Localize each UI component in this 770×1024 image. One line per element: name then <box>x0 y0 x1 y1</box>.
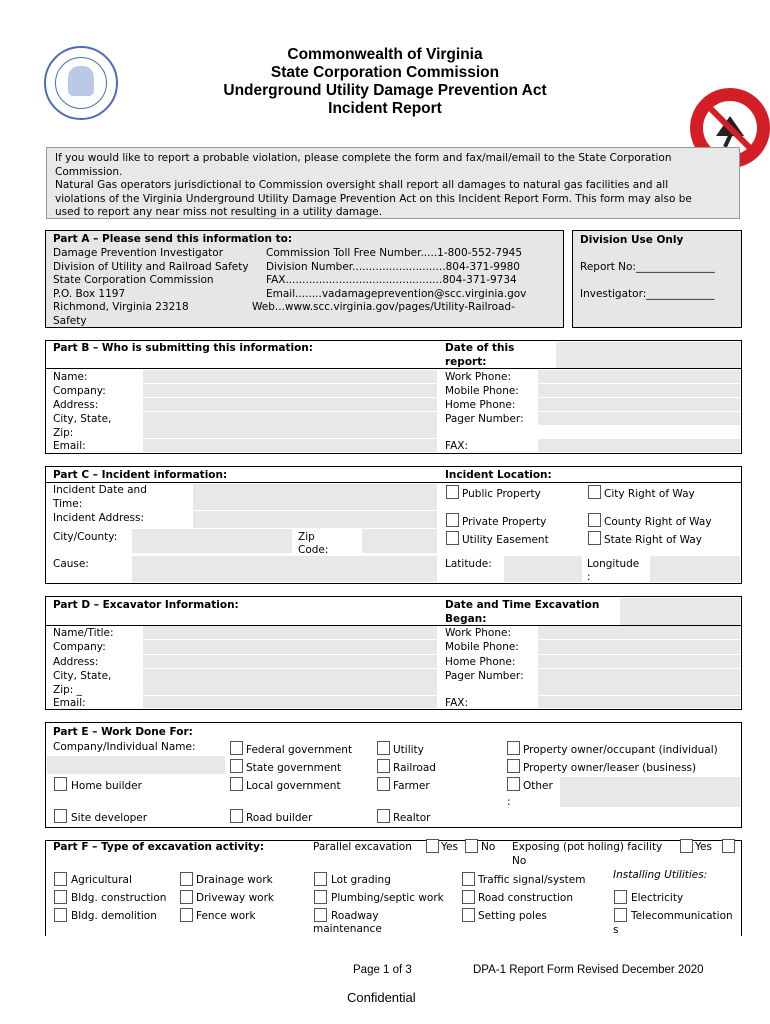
part-a-right-4: Email........vadamageprevention@scc.virginia.gov <box>266 287 527 300</box>
report-date-input[interactable] <box>556 342 740 368</box>
state-gov-checkbox[interactable] <box>230 759 243 773</box>
roadway-label-2: maintenance <box>313 923 382 935</box>
part-b-date-label-1: Date of this <box>445 342 515 354</box>
fence-label: Fence work <box>196 910 256 922</box>
latitude-input[interactable] <box>504 556 582 582</box>
intro-line-4: violations of the Virginia Underground Utility Damage Prevention Act on this Incident Report Form. This form may also be <box>55 192 692 205</box>
railroad-label: Railroad <box>393 762 436 774</box>
d-company-label: Company: <box>53 641 106 653</box>
plumbing-label: Plumbing/septic work <box>331 892 444 904</box>
c-cause-label: Cause: <box>53 558 89 570</box>
fence-checkbox[interactable] <box>180 908 193 922</box>
bldg-demolition-label: Bldg. demolition <box>71 910 157 922</box>
federal-checkbox[interactable] <box>230 741 243 755</box>
b-city-input[interactable] <box>143 412 437 438</box>
b-address-input[interactable] <box>143 398 437 411</box>
d-email-input[interactable] <box>143 696 437 708</box>
d-mobile-phone-label: Mobile Phone: <box>445 641 519 653</box>
d-city-label-1: City, State, <box>53 670 112 682</box>
d-date-label-1: Date and Time Excavation <box>445 599 600 611</box>
exposing-no-label: No <box>512 855 527 867</box>
seal-figure <box>68 66 94 96</box>
d-home-phone-label: Home Phone: <box>445 656 516 668</box>
private-property-label: Private Property <box>462 516 547 528</box>
title-line-3: Underground Utility Damage Prevention Act <box>223 82 547 99</box>
road-builder-label: Road builder <box>246 812 313 824</box>
d-company-input[interactable] <box>143 640 437 654</box>
title-line-1: Commonwealth of Virginia <box>287 46 483 63</box>
telecom-label-1: Telecommunication <box>631 910 733 922</box>
intro-line-1: If you would like to report a probable violation, please complete the form and fax/mail/email to the State Corporation <box>55 152 672 164</box>
d-fax-label: FAX: <box>445 697 468 709</box>
b-email-input[interactable] <box>143 439 437 452</box>
utility-easement-checkbox[interactable] <box>446 531 459 545</box>
bldg-construction-checkbox[interactable] <box>54 890 67 904</box>
intro-line-3: Natural Gas operators jurisdictional to Commission oversight shall report all damages to natural gas facilities and all <box>55 179 669 191</box>
part-a-left-3: State Corporation Commission <box>53 274 214 286</box>
installing-utilities-label: Installing Utilities: <box>613 869 708 881</box>
confidential-label: Confidential <box>347 990 416 1005</box>
part-e-heading: Part E – Work Done For: <box>53 726 193 738</box>
d-work-phone-label: Work Phone: <box>445 627 511 639</box>
c-date-label-1: Incident Date and <box>53 484 147 496</box>
utility-label: Utility <box>393 744 424 756</box>
b-mobile-phone-input[interactable] <box>538 384 740 397</box>
home-builder-checkbox[interactable] <box>54 777 67 791</box>
b-home-phone-input[interactable] <box>538 398 740 411</box>
page-title <box>150 46 620 118</box>
plumbing-checkbox[interactable] <box>314 890 327 904</box>
e-company-label: Company/Individual Name: <box>53 741 196 753</box>
part-f-heading: Part F – Type of excavation activity: <box>53 841 265 853</box>
report-no-field[interactable]: Report No:_______________ <box>580 261 715 273</box>
d-mobile-phone-input[interactable] <box>538 640 740 654</box>
other-colon: : <box>507 796 511 808</box>
agricultural-label: Agricultural <box>71 874 132 886</box>
driveway-checkbox[interactable] <box>180 890 193 904</box>
b-pager-input[interactable] <box>538 412 740 425</box>
public-property-label: Public Property <box>462 488 541 500</box>
other-checkbox[interactable] <box>507 777 520 791</box>
city-row-checkbox[interactable] <box>588 485 601 499</box>
owner-business-checkbox[interactable] <box>507 759 520 773</box>
local-gov-checkbox[interactable] <box>230 777 243 791</box>
part-a-right-3: FAX...............................................804-371-9734 <box>266 274 517 286</box>
b-city-label-2: Zip: <box>53 426 74 439</box>
telecom-checkbox[interactable] <box>614 908 627 922</box>
road-construction-checkbox[interactable] <box>462 890 475 904</box>
state-row-label: State Right of Way <box>604 534 702 546</box>
state-row-checkbox[interactable] <box>588 531 601 545</box>
b-work-phone-input[interactable] <box>538 370 740 383</box>
incident-datetime-input[interactable] <box>193 484 437 510</box>
b-pager-label: Pager Number: <box>445 413 524 425</box>
setting-poles-checkbox[interactable] <box>462 908 475 922</box>
scc-seal-logo <box>44 46 118 120</box>
b-email-label: Email: <box>53 440 86 452</box>
parallel-no-label: No <box>481 841 496 853</box>
longitude-label-2: : <box>587 571 591 583</box>
e-company-input[interactable] <box>47 756 225 774</box>
d-pager-input[interactable] <box>538 669 740 695</box>
part-a-right-2: Division Number............................804-371-9980 <box>266 260 520 273</box>
division-heading: Division Use Only <box>580 234 684 246</box>
bldg-demolition-checkbox[interactable] <box>54 908 67 922</box>
bldg-construction-label: Bldg. construction <box>71 892 167 904</box>
part-b-date-label-2: report: <box>445 355 487 368</box>
incident-cause-input[interactable] <box>132 556 437 582</box>
exposing-label: Exposing (pot holing) facility <box>512 841 663 853</box>
electricity-checkbox[interactable] <box>614 890 627 904</box>
part-c-heading: Part C – Incident information: <box>53 469 228 481</box>
b-city-label-1: City, State, <box>53 413 112 425</box>
part-a-left-6: Safety <box>53 314 87 327</box>
page-number: Page 1 of 3 <box>353 964 412 976</box>
part-a-left-2: Division of Utility and Railroad Safety <box>53 260 249 273</box>
exposing-yes-label: Yes <box>695 841 712 853</box>
site-developer-checkbox[interactable] <box>54 809 67 823</box>
b-company-input[interactable] <box>143 384 437 397</box>
b-fax-input[interactable] <box>538 439 740 452</box>
local-gov-label: Local government <box>246 780 341 792</box>
public-property-checkbox[interactable] <box>446 485 459 499</box>
owner-individual-checkbox[interactable] <box>507 741 520 755</box>
realtor-label: Realtor <box>393 812 431 824</box>
c-city-label: City/County: <box>53 531 118 543</box>
incident-city-input[interactable] <box>132 529 292 553</box>
site-developer-label: Site developer <box>71 812 148 824</box>
driveway-label: Driveway work <box>196 892 274 904</box>
c-zip-label-1: Zip <box>298 531 315 543</box>
traffic-signal-label: Traffic signal/system <box>478 874 586 886</box>
lot-grading-label: Lot grading <box>331 874 391 886</box>
part-a-right-5: Web...www.scc.virginia.gov/pages/Utility-Railroad- <box>252 301 515 313</box>
farmer-checkbox[interactable] <box>377 777 390 791</box>
traffic-signal-checkbox[interactable] <box>462 872 475 886</box>
investigator-field[interactable]: Investigator:_____________ <box>580 288 715 300</box>
longitude-label-1: Longitude <box>587 558 640 570</box>
b-fax-label: FAX: <box>445 440 468 452</box>
d-city-label-2: Zip: _ <box>53 683 82 696</box>
county-row-label: County Right of Way <box>604 516 712 528</box>
intro-instructions <box>46 147 740 219</box>
utility-easement-label: Utility Easement <box>462 534 549 546</box>
part-b-divider <box>46 368 741 369</box>
city-row-label: City Right of Way <box>604 488 695 500</box>
b-mobile-phone-label: Mobile Phone: <box>445 385 519 397</box>
part-d-heading: Part D – Excavator Information: <box>53 599 239 611</box>
b-work-phone-label: Work Phone: <box>445 371 511 383</box>
longitude-input[interactable] <box>650 556 740 582</box>
road-construction-label: Road construction <box>478 892 573 904</box>
d-home-phone-input[interactable] <box>538 655 740 668</box>
b-name-input[interactable] <box>143 370 437 383</box>
owner-individual-label: Property owner/occupant (individual) <box>523 744 718 756</box>
form-revision: DPA-1 Report Form Revised December 2020 <box>473 964 704 976</box>
d-name-label: Name/Title: <box>53 627 114 639</box>
c-date-label-2: Time: <box>53 497 83 510</box>
incident-address-input[interactable] <box>193 511 437 528</box>
d-date-label-2: Began: <box>445 612 487 625</box>
incident-zip-input[interactable] <box>362 529 437 553</box>
part-a-left-1: Damage Prevention Investigator <box>53 247 224 259</box>
farmer-label: Farmer <box>393 780 430 792</box>
excavation-date-input[interactable] <box>620 598 740 625</box>
telecom-label-2: s <box>613 924 619 936</box>
agricultural-checkbox[interactable] <box>54 872 67 886</box>
b-home-phone-label: Home Phone: <box>445 399 516 411</box>
b-name-label: Name: <box>53 371 88 383</box>
setting-poles-label: Setting poles <box>478 910 547 922</box>
c-zip-label-2: Code: <box>298 544 329 556</box>
drainage-label: Drainage work <box>196 874 273 886</box>
d-pager-label: Pager Number: <box>445 670 524 682</box>
part-a-left-5: Richmond, Virginia 23218 <box>53 301 189 313</box>
part-a-right-1: Commission Toll Free Number.....1-800-552-7945 <box>266 247 523 259</box>
d-city-input[interactable] <box>143 669 437 695</box>
d-name-input[interactable] <box>143 626 437 639</box>
part-b-heading: Part B – Who is submitting this information: <box>53 342 313 354</box>
federal-label: Federal government <box>246 744 353 756</box>
roadway-label-1: Roadway <box>331 910 379 922</box>
incident-location-heading: Incident Location: <box>445 469 552 481</box>
lot-grading-checkbox[interactable] <box>314 872 327 886</box>
county-row-checkbox[interactable] <box>588 513 601 527</box>
other-input[interactable] <box>560 777 740 807</box>
c-address-label: Incident Address: <box>53 512 145 524</box>
intro-line-2: Commission. <box>55 165 123 178</box>
other-label: Other <box>523 780 553 792</box>
roadway-checkbox[interactable] <box>314 908 327 922</box>
latitude-label: Latitude: <box>445 558 492 570</box>
owner-business-label: Property owner/leaser (business) <box>523 762 697 774</box>
title-line-4: Incident Report <box>328 100 442 117</box>
intro-line-5: used to report any near miss not resulting in a utility damage. <box>55 206 383 218</box>
home-builder-label: Home builder <box>71 780 142 792</box>
railroad-checkbox[interactable] <box>377 759 390 773</box>
d-fax-input[interactable] <box>538 696 740 708</box>
drainage-checkbox[interactable] <box>180 872 193 886</box>
d-email-label: Email: <box>53 697 86 709</box>
b-address-label: Address: <box>53 399 99 411</box>
exposing-no-checkbox[interactable] <box>722 839 735 853</box>
part-a-heading: Part A – Please send this information to: <box>53 233 293 245</box>
exposing-yes-checkbox[interactable] <box>680 839 693 853</box>
d-address-input[interactable] <box>143 655 437 668</box>
parallel-yes-label: Yes <box>441 841 458 853</box>
d-work-phone-input[interactable] <box>538 626 740 639</box>
b-company-label: Company: <box>53 385 106 397</box>
parallel-yes-checkbox[interactable] <box>426 839 439 853</box>
d-address-label: Address: <box>53 656 99 668</box>
title-line-2: State Corporation Commission <box>270 64 500 81</box>
state-gov-label: State government <box>246 762 342 774</box>
parallel-no-checkbox[interactable] <box>465 839 478 853</box>
realtor-checkbox[interactable] <box>377 809 390 823</box>
private-property-checkbox[interactable] <box>446 513 459 527</box>
electricity-label: Electricity <box>631 892 684 904</box>
parallel-label: Parallel excavation <box>313 841 412 853</box>
part-c-divider <box>46 482 741 483</box>
utility-checkbox[interactable] <box>377 741 390 755</box>
part-a-left-4: P.O. Box 1197 <box>53 287 126 300</box>
road-builder-checkbox[interactable] <box>230 809 243 823</box>
